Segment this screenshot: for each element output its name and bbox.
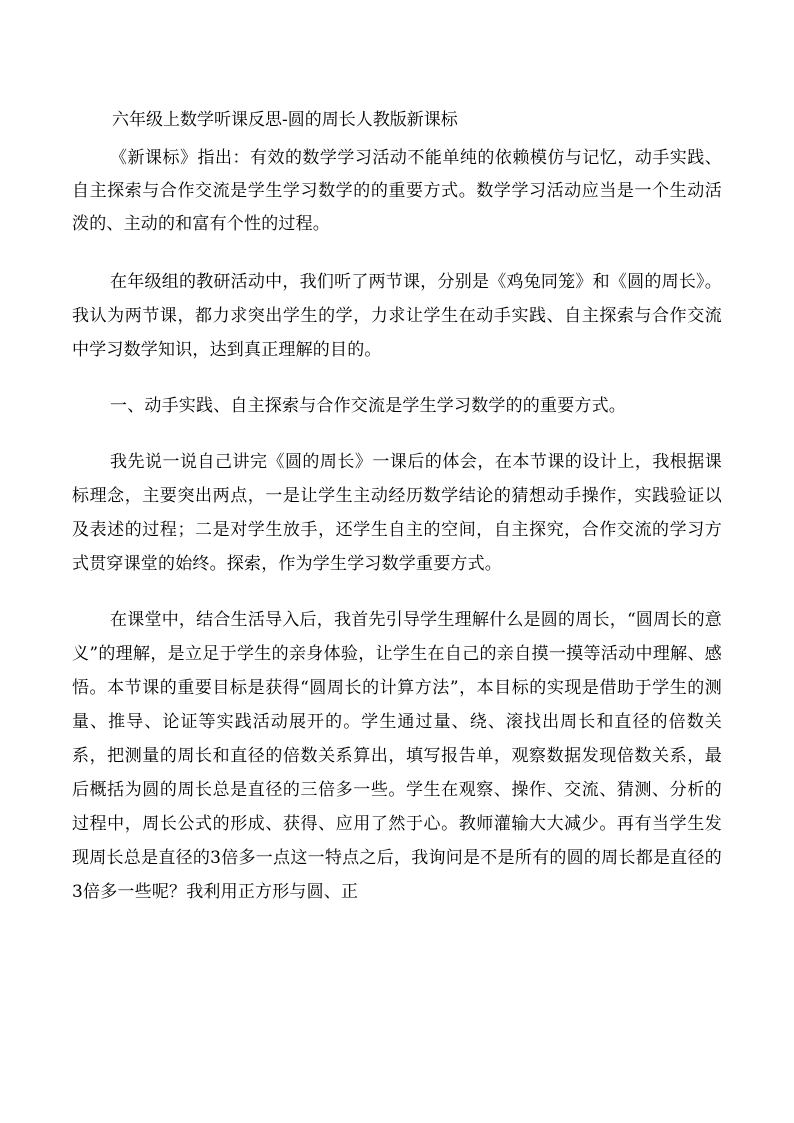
- document-body: [72, 106, 722, 931]
- paragraph-classroom-process: 在课堂中，结合生活导入后，我首先引导学生理解什么是圆的周长，“圆周长的意义”的理解，是立足于学生的亲身体验，让学生在自己的亲自摸一摸等活动中理解、感悟。本节课的重要目标是获得“圆周长的计算方法”，本目标的实现是借助于学生的测量、推导、论证等实践活动展开的。学生通过量、绕、滚找出周长和直径的倍数关系，把测量的周长和直径的倍数关系算出，填写报告单，观察数据发现倍数关系，最后概括为圆的周长总是直径的三倍多一些。学生在观察、操作、交流、猜测、分析的过程中，周长公式的形成、获得、应用了然于心。教师灌输大大减少。再有当学生发现周长总是直径的3倍多一点这一特点之后，我询问是不是所有的圆的周长都是直径的3倍多一些呢？我利用正方形与圆、正: [72, 610, 722, 902]
- section-heading-one: 一、动手实践、自主探索与合作交流是学生学习数学的的重要方式。: [110, 396, 626, 416]
- paragraph-curriculum-standard: 《新课标》指出：有效的数学学习活动不能单纯的依赖模仿与记忆，动手实践、自主探索与合作交流是学生学习数学的的重要方式。数学学习活动应当是一个生动活泼的、主动的和富有个性的过程。: [72, 148, 722, 234]
- document-title: 六年级上数学听课反思-圆的周长人教版新课标: [112, 110, 458, 130]
- paragraph-teaching-activity: 在年级组的教研活动中，我们听了两节课，分别是《鸡兔同笼》和《圆的周长》。我认为两节课，都力求突出学生的学，力求让学生在动手实践、自主探索与合作交流中学习数学知识，达到真正理解的目的。: [72, 272, 722, 360]
- paragraph-reflection: 我先说一说自己讲完《圆的周长》一课后的体会，在本节课的设计上，我根据课标理念，主要突出两点，一是让学生主动经历数学结论的猜想动手操作，实践验证以及表述的过程；二是对学生放手，还学生自主的空间，自主探究，合作交流的学习方式贯穿课堂的始终。探索，作为学生学习数学重要方式。: [72, 452, 722, 574]
